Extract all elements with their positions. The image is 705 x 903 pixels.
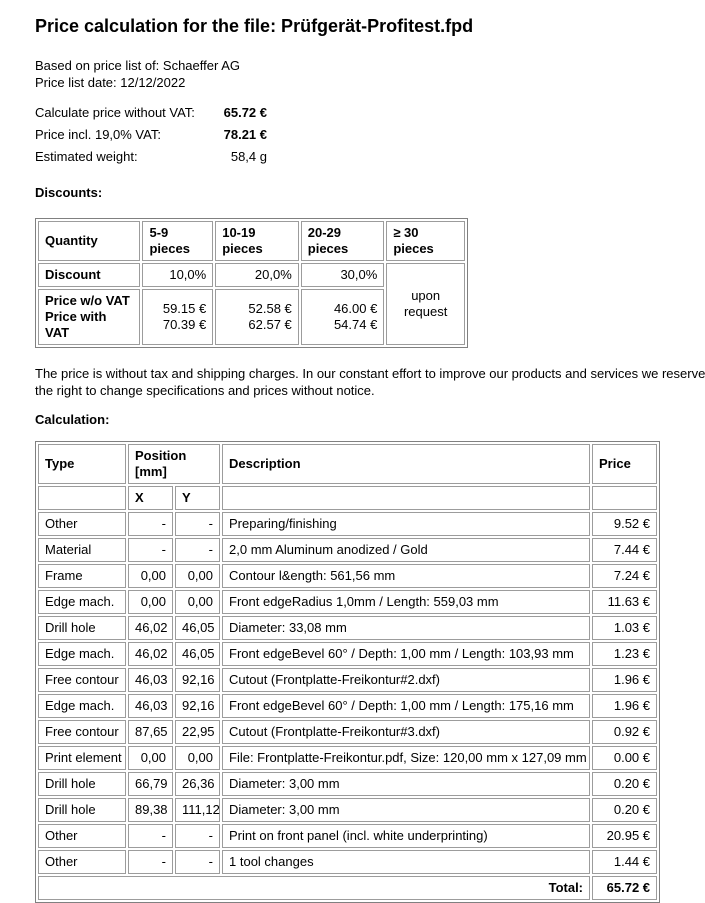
calc-y: 92,16 xyxy=(175,668,220,692)
calc-row xyxy=(38,538,657,562)
calc-header-position: Position [mm] xyxy=(128,444,220,484)
calc-description: Diameter: 3,00 mm xyxy=(222,772,590,796)
disclaimer-line-1: The price is without tax and shipping charges. In our constant effort to improve our products and services we reserve xyxy=(35,366,705,381)
calc-x: 46,02 xyxy=(128,616,173,640)
price-with-vat-value: 70.39 € xyxy=(162,317,207,332)
calc-price: 1.44 € xyxy=(592,850,657,874)
total-label: Total: xyxy=(38,876,590,900)
calc-row xyxy=(38,720,657,744)
price-wo-vat-value: 46.00 € xyxy=(333,301,378,316)
summary-label: Estimated weight: xyxy=(35,149,138,164)
calc-y: 111,12 xyxy=(175,798,220,822)
calc-type: Drill hole xyxy=(38,798,126,822)
calc-x: 0,00 xyxy=(128,564,173,588)
calc-description: Cutout (Frontplatte-Freikontur#2.dxf) xyxy=(222,668,590,692)
discount-price-cell xyxy=(215,289,299,345)
calculation-heading: Calculation: xyxy=(35,412,110,427)
calc-subheader-row xyxy=(38,486,657,510)
summary-row-incl-vat xyxy=(35,124,267,146)
calc-subheader-empty xyxy=(222,486,590,510)
summary-value: 78.21 € xyxy=(223,127,267,142)
calc-description: File: Frontplatte-Freikontur.pdf, Size: 120,00 mm x 127,09 mm xyxy=(222,746,590,770)
calc-type: Edge mach. xyxy=(38,642,126,666)
calc-y: 0,00 xyxy=(175,590,220,614)
calc-y: - xyxy=(175,850,220,874)
calculation-table xyxy=(35,441,660,903)
calc-description: Cutout (Frontplatte-Freikontur#3.dxf) xyxy=(222,720,590,744)
discount-percent-row xyxy=(38,263,465,287)
calc-header-price: Price xyxy=(592,444,657,484)
calc-description: Diameter: 33,08 mm xyxy=(222,616,590,640)
price-with-vat-value: 54.74 € xyxy=(333,317,378,332)
calc-x: 0,00 xyxy=(128,590,173,614)
calc-type: Material xyxy=(38,538,126,562)
calc-price: 9.52 € xyxy=(592,512,657,536)
calc-type: Print element xyxy=(38,746,126,770)
summary-label: Calculate price without VAT: xyxy=(35,105,195,120)
price-list-info xyxy=(35,57,683,91)
calc-description: Preparing/finishing xyxy=(222,512,590,536)
discount-row-label: Discount xyxy=(38,263,140,287)
calc-description: 2,0 mm Aluminum anodized / Gold xyxy=(222,538,590,562)
calc-price: 1.96 € xyxy=(592,694,657,718)
discounts-header-quantity: Quantity xyxy=(38,221,140,261)
calc-type: Free contour xyxy=(38,720,126,744)
calc-x: 66,79 xyxy=(128,772,173,796)
calc-row xyxy=(38,616,657,640)
calc-row xyxy=(38,850,657,874)
based-on-line: Based on price list of: Schaeffer AG xyxy=(35,58,240,73)
price-wo-vat-value: 52.58 € xyxy=(248,301,292,316)
discount-price-labels xyxy=(38,289,140,345)
calc-y: 46,05 xyxy=(175,642,220,666)
price-summary-table xyxy=(35,102,267,168)
summary-label: Price incl. 19,0% VAT: xyxy=(35,127,161,142)
calc-x: - xyxy=(128,850,173,874)
price-wo-vat-label: Price w/o VAT xyxy=(45,293,130,308)
calc-type: Other xyxy=(38,824,126,848)
discounts-header-30plus: ≥ 30 pieces xyxy=(386,221,465,261)
calc-total-row xyxy=(38,876,657,900)
calc-row xyxy=(38,798,657,822)
calc-row xyxy=(38,590,657,614)
price-with-vat-value: 62.57 € xyxy=(248,317,292,332)
calc-row xyxy=(38,642,657,666)
discount-price-cell xyxy=(142,289,213,345)
calc-type: Frame xyxy=(38,564,126,588)
calc-price: 0.92 € xyxy=(592,720,657,744)
calc-description: Diameter: 3,00 mm xyxy=(222,798,590,822)
summary-value: 58,4 g xyxy=(230,149,267,164)
calc-description: Front edgeBevel 60° / Depth: 1,00 mm / Length: 175,16 mm xyxy=(222,694,590,718)
calc-type: Free contour xyxy=(38,668,126,692)
calc-price: 0.00 € xyxy=(592,746,657,770)
calc-subheader-empty xyxy=(38,486,126,510)
calc-y: 46,05 xyxy=(175,616,220,640)
calc-header-y: Y xyxy=(175,486,220,510)
disclaimer-line-2: the right to change specifications and prices without notice. xyxy=(35,383,375,398)
discounts-header-20-29: 20-29 pieces xyxy=(301,221,385,261)
calc-type: Drill hole xyxy=(38,772,126,796)
calc-price: 0.20 € xyxy=(592,772,657,796)
calc-price: 1.03 € xyxy=(592,616,657,640)
calc-price: 20.95 € xyxy=(592,824,657,848)
calc-x: - xyxy=(128,512,173,536)
calc-description: Front edgeRadius 1,0mm / Length: 559,03 mm xyxy=(222,590,590,614)
discount-price-cell xyxy=(301,289,385,345)
calc-price: 1.96 € xyxy=(592,668,657,692)
calc-row xyxy=(38,824,657,848)
calc-header-row xyxy=(38,444,657,484)
calc-type: Edge mach. xyxy=(38,694,126,718)
calc-y: - xyxy=(175,824,220,848)
discounts-header-5-9: 5-9 pieces xyxy=(142,221,213,261)
calc-price: 7.24 € xyxy=(592,564,657,588)
calc-y: - xyxy=(175,512,220,536)
calc-y: 0,00 xyxy=(175,746,220,770)
discount-value: 10,0% xyxy=(142,263,213,287)
page-title: Price calculation for the file: Prüfgerät-Profitest.fpd xyxy=(35,16,474,36)
calc-row xyxy=(38,772,657,796)
calc-description: Front edgeBevel 60° / Depth: 1,00 mm / Length: 103,93 mm xyxy=(222,642,590,666)
upon-request-cell: upon request xyxy=(386,263,465,345)
price-wo-vat-value: 59.15 € xyxy=(162,301,207,316)
discounts-header-row xyxy=(38,221,465,261)
summary-value: 65.72 € xyxy=(223,105,267,120)
discounts-heading: Discounts: xyxy=(35,185,103,200)
calc-price: 0.20 € xyxy=(592,798,657,822)
calc-row xyxy=(38,694,657,718)
calc-y: - xyxy=(175,538,220,562)
discounts-header-10-19: 10-19 pieces xyxy=(215,221,299,261)
calc-y: 22,95 xyxy=(175,720,220,744)
calc-x: 89,38 xyxy=(128,798,173,822)
calc-description: Print on front panel (incl. white underprinting) xyxy=(222,824,590,848)
calc-header-x: X xyxy=(128,486,173,510)
calc-row xyxy=(38,564,657,588)
calc-x: 87,65 xyxy=(128,720,173,744)
calc-y: 26,36 xyxy=(175,772,220,796)
calc-type: Other xyxy=(38,850,126,874)
calc-y: 92,16 xyxy=(175,694,220,718)
calc-row xyxy=(38,746,657,770)
calc-x: 0,00 xyxy=(128,746,173,770)
calc-row xyxy=(38,512,657,536)
total-value: 65.72 € xyxy=(592,876,657,900)
calc-row xyxy=(38,668,657,692)
calc-x: 46,03 xyxy=(128,668,173,692)
calc-description: 1 tool changes xyxy=(222,850,590,874)
calc-header-description: Description xyxy=(222,444,590,484)
calc-description: Contour l&ength: 561,56 mm xyxy=(222,564,590,588)
calc-price: 11.63 € xyxy=(592,590,657,614)
calc-x: 46,02 xyxy=(128,642,173,666)
calc-type: Other xyxy=(38,512,126,536)
calc-header-type: Type xyxy=(38,444,126,484)
calc-price: 1.23 € xyxy=(592,642,657,666)
calc-type: Drill hole xyxy=(38,616,126,640)
calc-type: Edge mach. xyxy=(38,590,126,614)
price-with-vat-label: Price with VAT xyxy=(45,309,107,340)
summary-row-without-vat xyxy=(35,102,267,124)
calc-subheader-empty xyxy=(592,486,657,510)
calc-price: 7.44 € xyxy=(592,538,657,562)
disclaimer-paragraph xyxy=(35,365,705,399)
discounts-table xyxy=(35,218,468,348)
discount-value: 30,0% xyxy=(301,263,385,287)
calc-x: 46,03 xyxy=(128,694,173,718)
calc-x: - xyxy=(128,538,173,562)
price-list-date-line: Price list date: 12/12/2022 xyxy=(35,75,186,90)
calc-x: - xyxy=(128,824,173,848)
discount-value: 20,0% xyxy=(215,263,299,287)
calc-y: 0,00 xyxy=(175,564,220,588)
summary-row-weight xyxy=(35,146,267,168)
